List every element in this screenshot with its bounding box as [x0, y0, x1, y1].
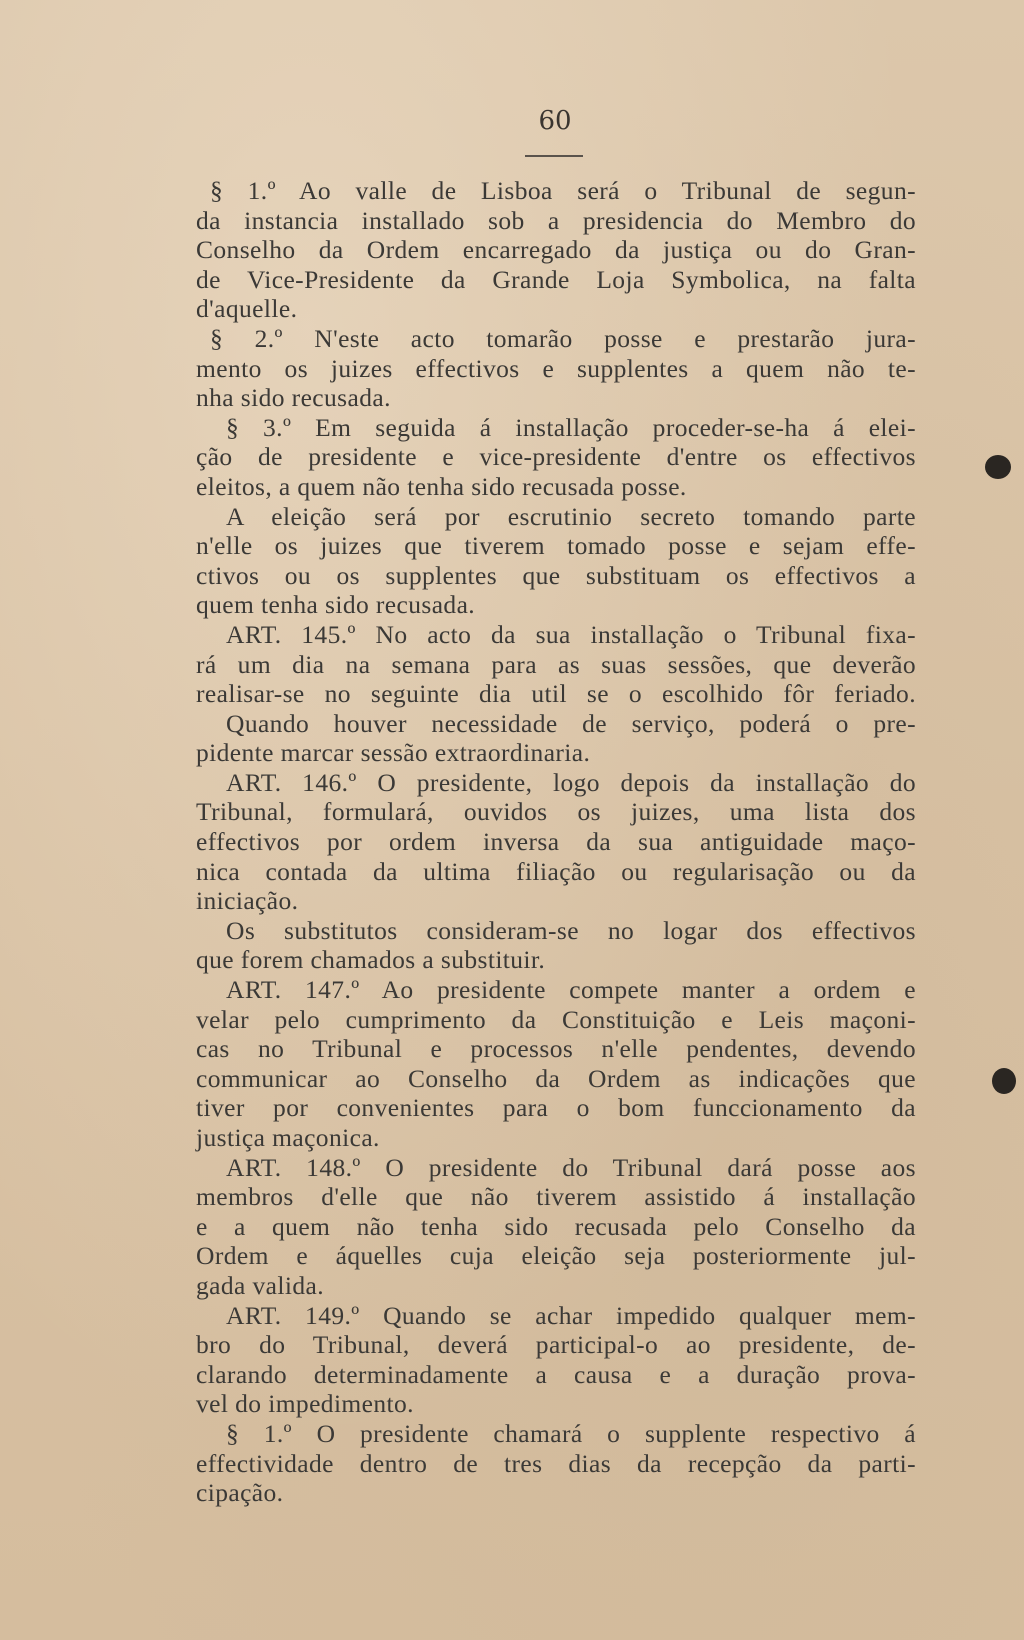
text-line: Os substitutos consideram-se no logar dos effectivos: [226, 915, 916, 945]
text-line: de Vice-Presidente da Grande Loja Symbolica, na falta: [196, 264, 916, 294]
text-line: ctivos ou os supplentes que substituam os effectivos a: [196, 560, 916, 590]
text-line: bro do Tribunal, deverá participal-o ao presidente, de-: [196, 1330, 916, 1360]
binding-hole-mark: [985, 455, 1011, 479]
text-line: § 2.º N'este acto tomarão posse e prestarão jura-: [210, 323, 916, 353]
binding-hole-mark: [992, 1068, 1016, 1094]
text-line: clarando determinadamente a causa e a duração prova-: [196, 1359, 916, 1389]
header-rule: [525, 155, 583, 157]
text-line: velar pelo cumprimento da Constituição e Leis maçoni-: [196, 1004, 916, 1034]
text-line: nha sido recusada.: [196, 383, 391, 413]
text-line: tiver por convenientes para o bom funccionamento da: [196, 1093, 916, 1123]
text-line: effectividade dentro de tres dias da recepção da parti-: [196, 1448, 916, 1478]
text-line: § 1.º O presidente chamará o supplente respectivo á: [226, 1418, 916, 1448]
text-line: Conselho da Ordem encarregado da justiça ou do Gran-: [196, 235, 916, 265]
text-line: justiça maçonica.: [196, 1123, 380, 1152]
text-line: realisar-se no seguinte dia util se o escolhido fôr feriado.: [196, 679, 916, 709]
text-line: gada valida.: [196, 1270, 324, 1300]
text-line: Ordem e áquelles cuja eleição seja posteriormente jul-: [196, 1241, 916, 1271]
text-line: da instancia installado sob a presidencia do Membro do: [196, 205, 916, 235]
page-number: 60: [538, 106, 572, 136]
text-line: quem tenha sido recusada.: [196, 590, 476, 620]
text-line: e a quem não tenha sido recusada pelo Conselho da: [196, 1211, 916, 1241]
text-line: ART. 145.º No acto da sua installação o Tribunal fixa-: [226, 619, 916, 649]
text-line: membros d'elle que não tiverem assistido á installação: [196, 1182, 916, 1212]
page-body-text: [196, 176, 916, 1508]
text-line: vel do impedimento.: [196, 1389, 414, 1419]
text-line: ART. 147.º Ao presidente compete manter a ordem e: [226, 975, 916, 1005]
text-line: que forem chamados a substituir.: [196, 945, 546, 975]
text-line: Tribunal, formulará, ouvidos os juizes, uma lista dos: [196, 797, 916, 827]
text-line: eleitos, a quem não tenha sido recusada posse.: [196, 471, 687, 501]
text-line: pidente marcar sessão extraordinaria.: [196, 738, 591, 768]
text-line: Quando houver necessidade de serviço, poderá o pre-: [226, 708, 916, 738]
text-line: cipação.: [196, 1478, 284, 1508]
text-line: cas no Tribunal e processos n'elle pendentes, devendo: [196, 1034, 916, 1064]
text-line: ART. 149.º Quando se achar impedido qualquer mem-: [226, 1300, 916, 1330]
text-line: ART. 148.º O presidente do Tribunal dará posse aos: [226, 1152, 916, 1182]
text-line: nica contada da ultima filiação ou regularisação ou da: [196, 856, 916, 886]
text-line: mento os juizes effectivos e supplentes a quem não te-: [196, 353, 916, 383]
text-line: effectivos por ordem inversa da sua antiguidade maço-: [196, 827, 916, 857]
text-line: rá um dia na semana para as suas sessões, que deverão: [196, 649, 916, 679]
text-line: A eleição será por escrutinio secreto tomando parte: [226, 501, 916, 531]
text-line: n'elle os juizes que tiverem tomado posse e sejam effe-: [196, 531, 916, 561]
text-line: communicar ao Conselho da Ordem as indicações que: [196, 1063, 916, 1093]
text-line: § 3.º Em seguida á installação proceder-se-ha á elei-: [226, 412, 916, 442]
text-line: ção de presidente e vice-presidente d'entre os effectivos: [196, 442, 916, 472]
text-line: d'aquelle.: [196, 294, 298, 324]
text-line: § 1.º Ao valle de Lisboa será o Tribunal de segun-: [210, 176, 916, 205]
text-line: iniciação.: [196, 886, 299, 916]
text-line: ART. 146.º O presidente, logo depois da installação do: [226, 767, 916, 797]
